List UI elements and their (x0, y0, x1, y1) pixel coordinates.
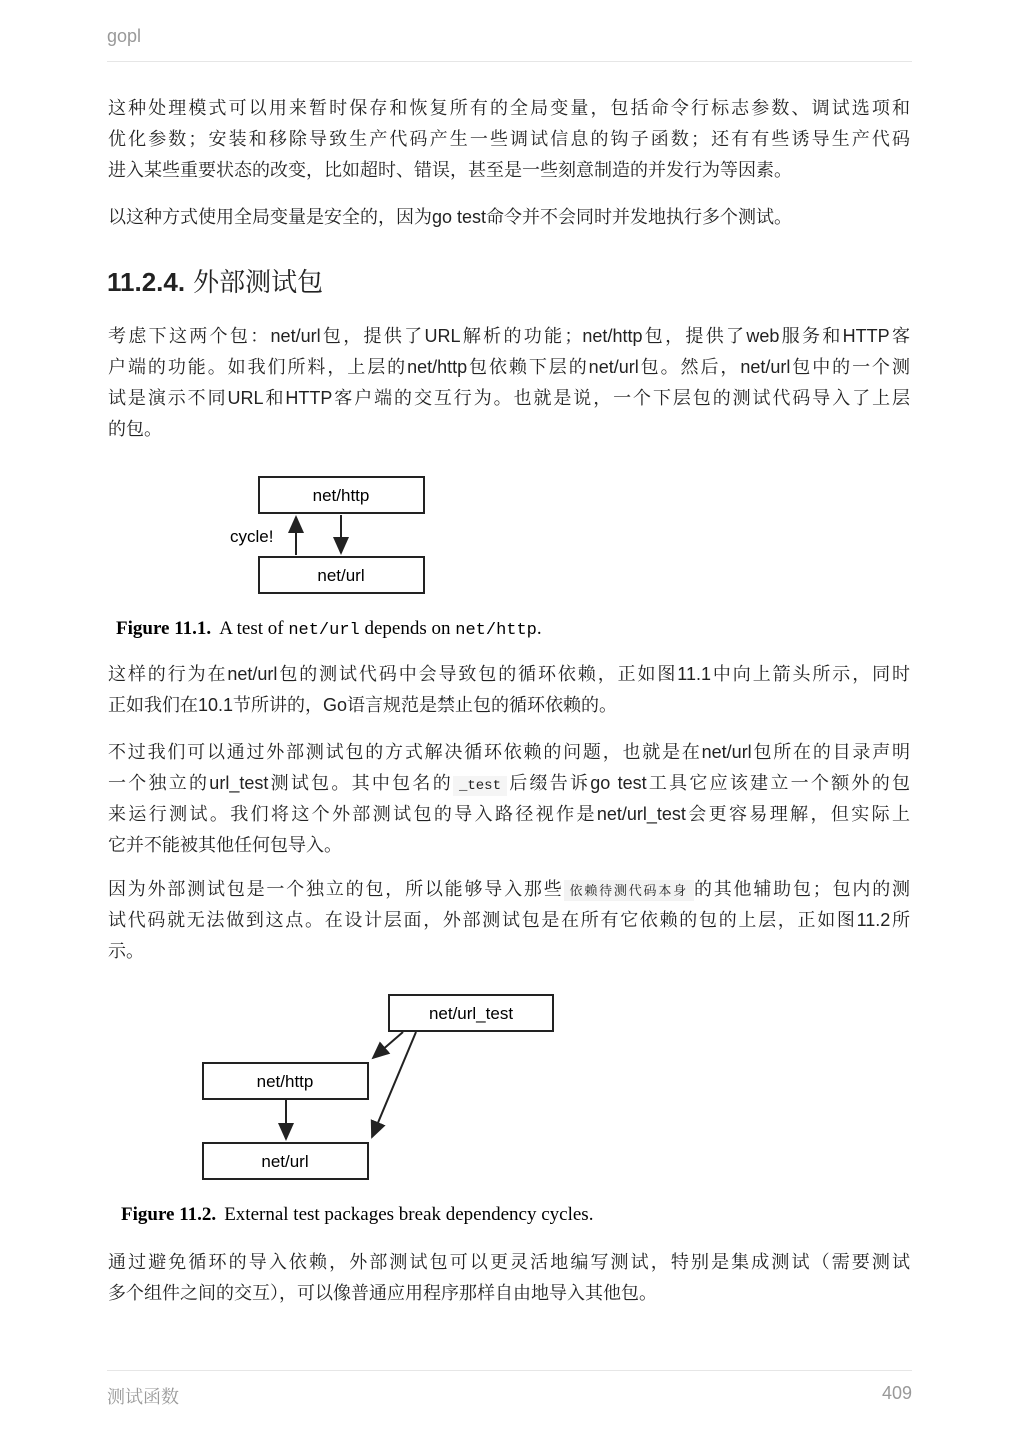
page-number: 409 (881, 1383, 912, 1403)
paragraph-5 (108, 737, 910, 861)
arrow (372, 1032, 416, 1137)
section-number: 11.2.4. (107, 267, 186, 297)
box-label: net/url (317, 566, 365, 585)
highlighted-text: 依赖待测代码本身 (564, 880, 694, 901)
text-line: 不过我们可以通过外部测试包的方式解决循环依赖的问题，也就是在net/url包所在的目录声明 (108, 742, 910, 762)
text-line: 以这种方式使用全局变量是安全的，因为go test命令并不会同时并发地执行多个测试。 (108, 207, 793, 227)
text-line: 试是演示不同URL和HTTP客户端的交互行为。也就是说，一个下层包的测试代码导入了上层 (108, 388, 910, 408)
text-line: 优化参数；安装和移除导致生产代码产生一些调试信息的钩子函数；还有有些诱导生产代码 (108, 129, 910, 149)
text-line: 它并不能被其他任何包导入。 (108, 835, 342, 855)
figure-11-2 (121, 995, 593, 1225)
text-line: 来运行测试。我们将这个外部测试包的导入路径视作是net/url_test会更容易理解，但实际上 (108, 804, 910, 824)
footer-chapter: 测试函数 (107, 1387, 179, 1407)
figure-caption: Figure 11.1. A test of net/url depends on net/http. (116, 618, 542, 640)
text-line: 这样的行为在net/url包的测试代码中会导致包的循环依赖，正如图11.1中向上箭头所示，同时 (108, 664, 910, 684)
arrow (373, 1032, 403, 1058)
figure-caption: Figure 11.2. External test packages break dependency cycles. (121, 1204, 594, 1225)
text-line: 试代码就无法做到这点。在设计层面，外部测试包是在所有它依赖的包的上层，正如图11.2所 (108, 910, 910, 930)
text-line: 户端的功能。如我们所料，上层的net/http包依赖下层的net/url包。然后，net/url包中的一个测 (108, 357, 910, 377)
section-title: 外部测试包 (193, 267, 324, 297)
text-line: 因为外部测试包是一个独立的包，所以能够导入那些 依赖待测代码本身 的其他辅助包；包内的测 (108, 879, 910, 899)
text-line: 考虑下这两个包：net/url包，提供了URL解析的功能；net/http包，提供了web服务和HTTP客 (108, 326, 910, 346)
cycle-label: cycle! (230, 527, 274, 546)
text-line: 示。 (108, 941, 144, 961)
box-label: net/url (261, 1152, 309, 1171)
running-header: gopl (107, 26, 142, 46)
paragraph-7 (108, 1247, 910, 1309)
inline-code: _test (453, 776, 507, 796)
text-line: 这种处理模式可以用来暂时保存和恢复所有的全局变量，包括命令行标志参数、调试选项和 (108, 98, 910, 118)
text-line: 进入某些重要状态的改变，比如超时、错误，甚至是一些刻意制造的并发行为等因素。 (108, 160, 792, 180)
box-label: net/http (312, 486, 370, 505)
text-line: 的包。 (108, 419, 162, 439)
box-label: net/url_test (428, 1004, 514, 1023)
footer-divider (107, 1370, 912, 1371)
text-line: 多个组件之间的交互），可以像普通应用程序那样自由地导入其他包。 (108, 1283, 657, 1303)
text-line: 通过避免循环的导入依赖，外部测试包可以更灵活地编写测试，特别是集成测试（需要测试 (108, 1252, 910, 1272)
paragraph-6 (108, 874, 910, 967)
text-line: 一个独立的url_test测试包。其中包名的 _test 后缀告诉go test工具它应该建立一个额外的包 (108, 773, 910, 794)
figure-11-1 (116, 477, 542, 640)
box-label: net/http (256, 1072, 314, 1091)
paragraph-4 (108, 659, 910, 721)
text-line: 正如我们在10.1节所讲的，Go语言规范是禁止包的循环依赖的。 (108, 695, 618, 715)
